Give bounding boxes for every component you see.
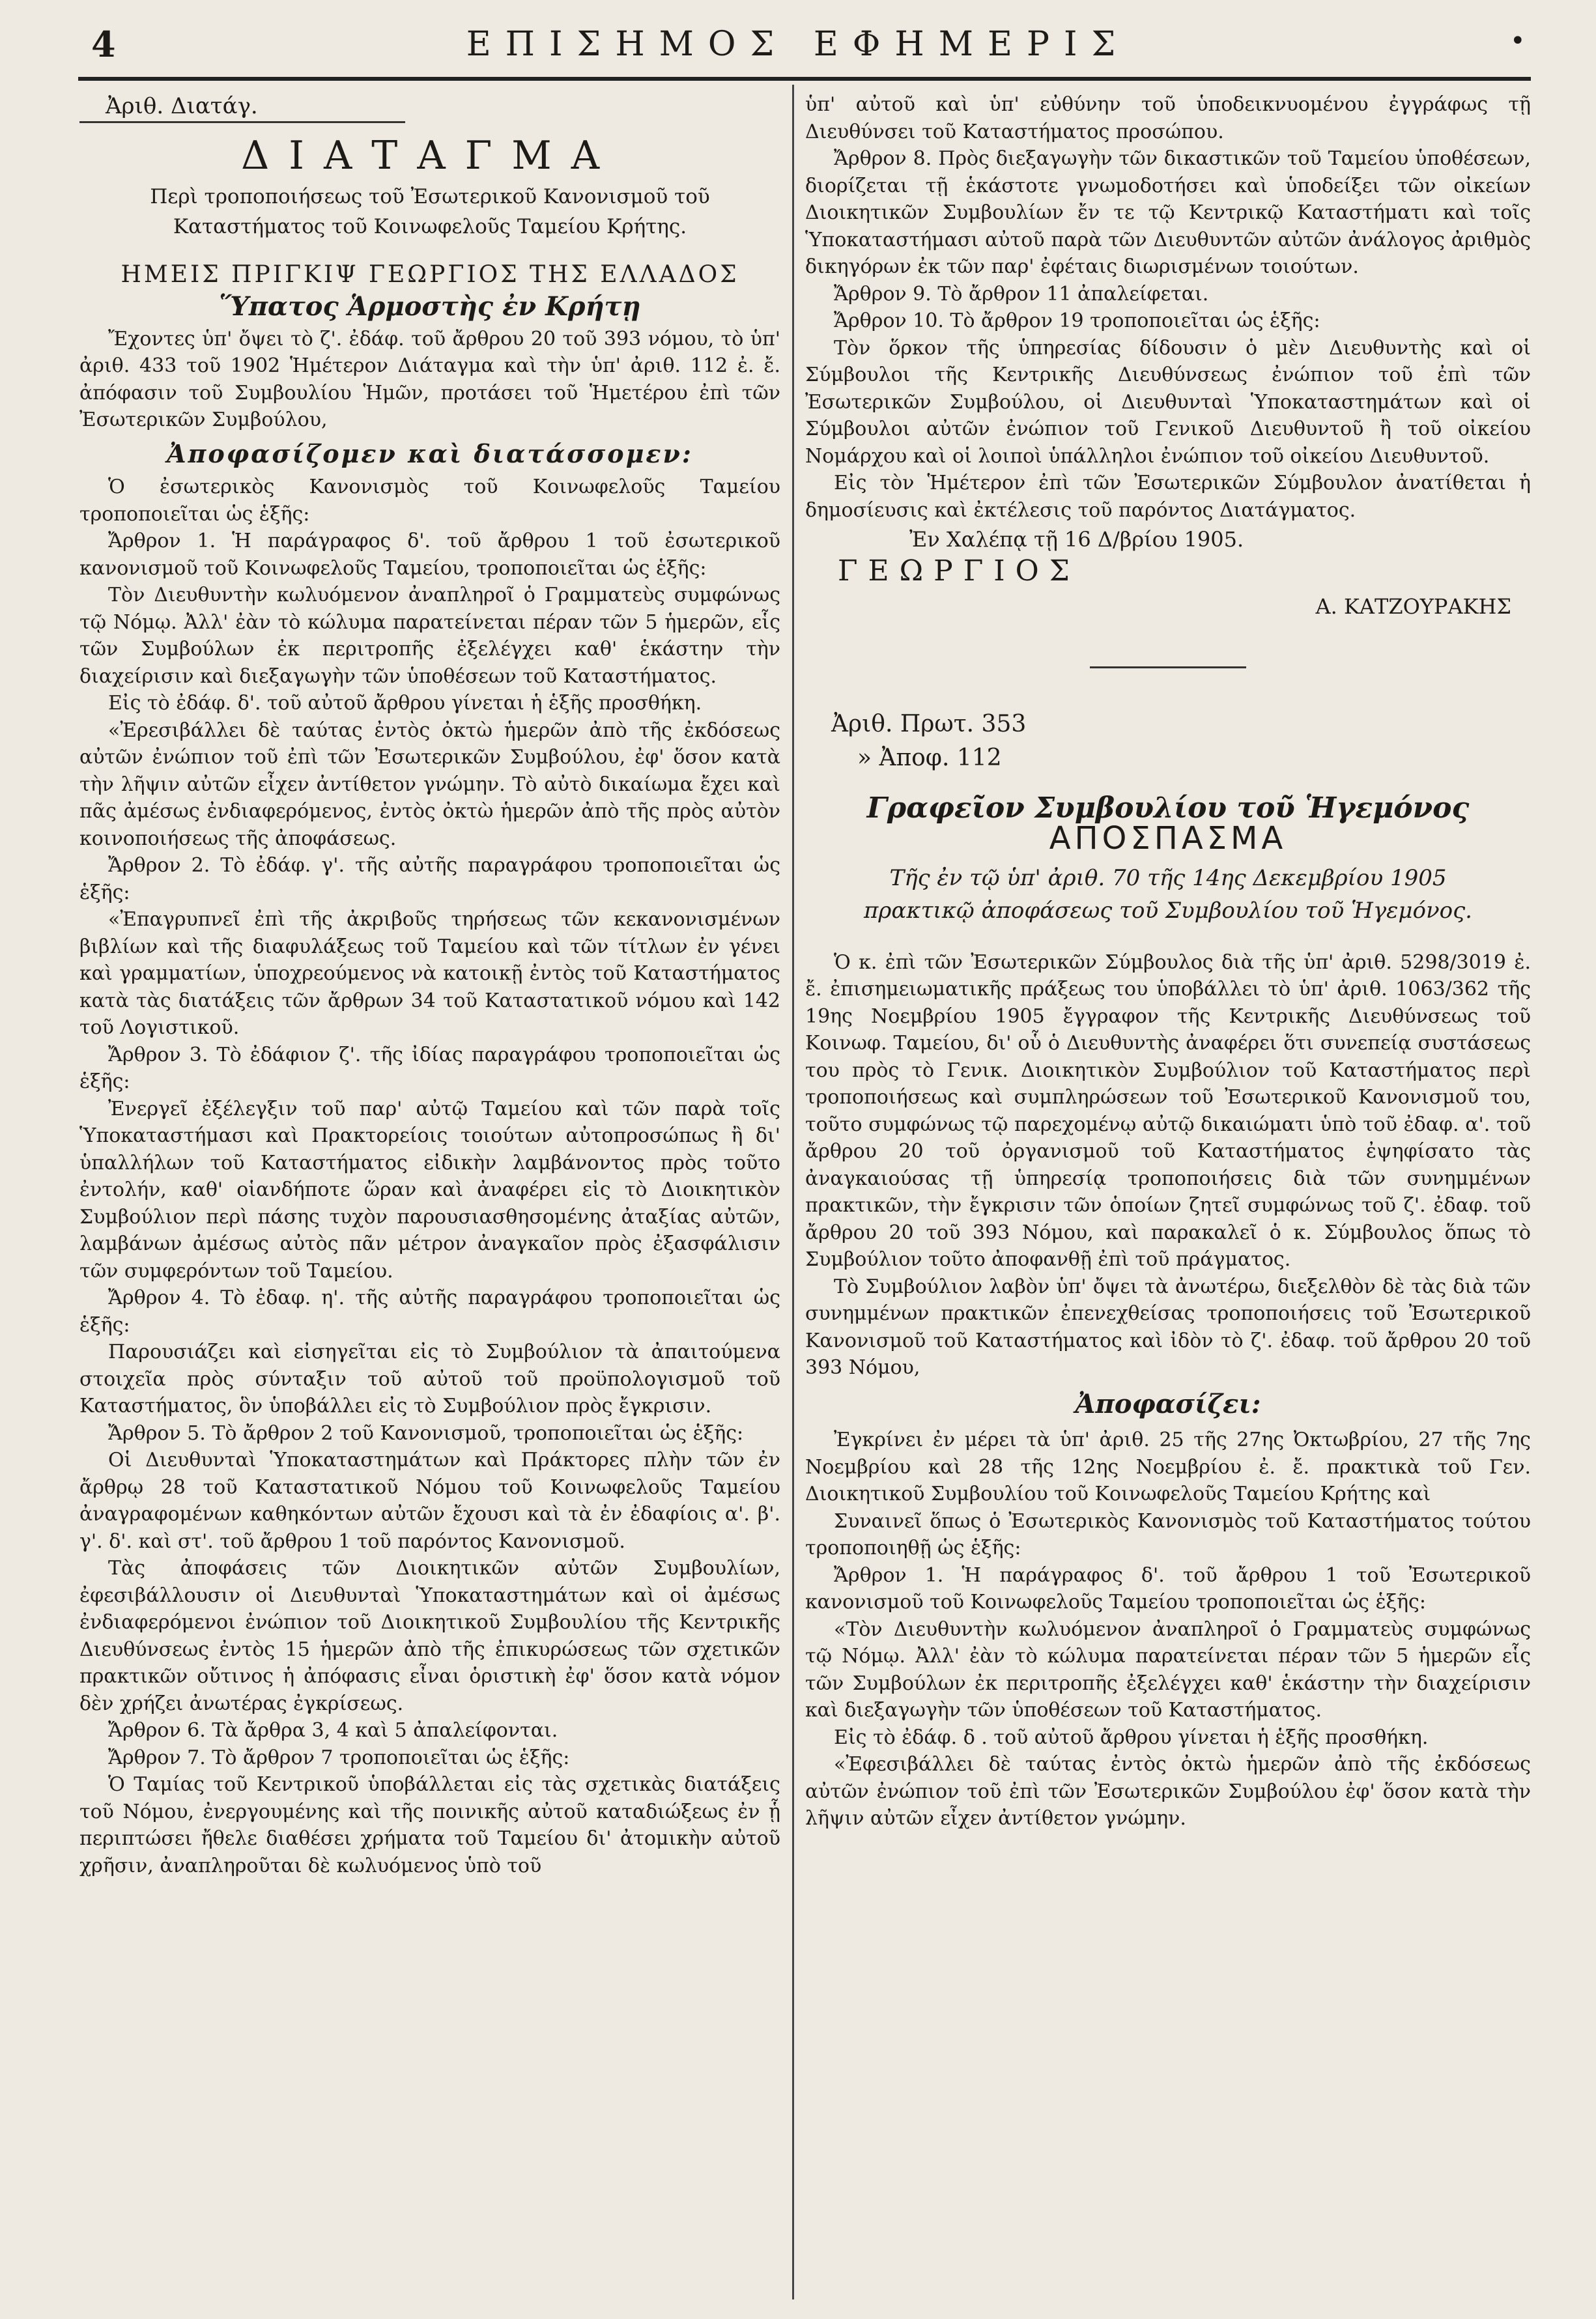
ruler-office: Ὕπατος Ἁρμοστὴς ἐν Κρήτῃ (219, 291, 641, 322)
masthead: ΕΠΙΣΗΜΟΣ ΕΦΗΜΕΡΙΣ (466, 25, 1130, 64)
left-column (79, 91, 780, 2299)
decree-subtitle: Περὶ τροποποιήσεως τοῦ Ἐσωτερικοῦ Κανονισμοῦ τοῦ Καταστήματος τοῦ Κοινωφελοῦς Ταμείου Κρήτης. (150, 184, 710, 238)
paragraph: Εἰς τὸ ἐδάφ. δ'. τοῦ αὐτοῦ ἄρθρου γίνεται ἡ ἑξῆς προσθήκη. (108, 692, 702, 715)
section-divider (1090, 666, 1246, 668)
paragraph: Ὁ ἐσωτερικὸς Κανονισμὸς τοῦ Κοινωφελοῦς Ταμείου τροποποιεῖται ὡς ἑξῆς: (79, 476, 780, 526)
excerpt-description: Τῆς ἐν τῷ ὑπ' ἀριθ. 70 τῆς 14ης Δεκεμβρίου 1905 πρακτικῷ ἀποφάσεως τοῦ Συμβουλίου τοῦ Ἡγεμόνος. (864, 864, 1472, 924)
paragraph: Συναινεῖ ὅπως ὁ Ἐσωτερικὸς Κανονισμὸς τοῦ Καταστήματος τούτου τροποποιηθῇ ὡς ἑξῆς: (805, 1509, 1531, 1559)
decree-number-label: Ἀριθ. Διατάγ. (79, 91, 405, 123)
ruler-title: ΗΜΕΙΣ ΠΡΙΓΚΙΨ ΓΕΩΡΓΙΟΣ ΤΗΣ ΕΛΛΑΔΟΣ (121, 261, 739, 288)
paragraph: Τὸν Διευθυντὴν κωλυόμενον ἀναπληροῖ ὁ Γραμματεὺς συμφώνως τῷ Νόμῳ. Ἀλλ' ἐὰν τὸ κώλυμα παρατείνεται πέραν τῶν 5 ἡμερῶν, εἷς τῶν Συμβούλων ἐκ περιτροπῆς ἐξελέγχει καθ' ἑκάστην τὴν διαχείρισιν καὶ διεξαγωγὴν τῶν ὑποθέσεων τοῦ Καταστήματος. (79, 584, 780, 688)
decree-decision-heading: Ἀποφασίζομεν καὶ διατάσσομεν: (167, 438, 693, 468)
paragraph: Τὸ Συμβούλιον λαβὸν ὑπ' ὄψει τὰ ἀνωτέρω, διεξελθὸν δὲ τὰς διὰ τῶν συνημμένων πρακτικῶν ἐπενεχθείσας τροποποιήσεις τοῦ Ἐσωτερικοῦ Κανονισμοῦ τοῦ Καταστήματος καὶ ἰδὸν τὸ ζ'. ἐδαφ. τοῦ ἄρθρου 20 τοῦ 393 Νόμου, (805, 1275, 1531, 1379)
paragraph: Ἄρθρον 6. Τὰ ἄρθρα 3, 4 καὶ 5 ἀπαλείφονται. (108, 1719, 558, 1742)
decree-title: ΔΙΑΤΑΓΜΑ (240, 133, 620, 178)
paragraph: Εἰς τὸ ἐδάφ. δ . τοῦ αὐτοῦ ἄρθρου γίνεται ἡ ἑξῆς προσθήκη. (834, 1726, 1429, 1749)
paragraph: Ἄρθρον 5. Τὸ ἄρθρον 2 τοῦ Κανονισμοῦ, τροποποιεῖται ὡς ἑξῆς: (108, 1421, 744, 1445)
council-decision-heading: Ἀποφασίζει: (1075, 1388, 1261, 1419)
masthead-mark: • (1510, 26, 1526, 56)
decree-date: Ἐν Χαλέπᾳ τῇ 16 Δ/βρίου 1905. (909, 527, 1244, 552)
paragraph: Ἐνεργεῖ ἐξέλεγξιν τοῦ παρ' αὐτῷ Ταμείου καὶ τῶν παρὰ τοῖς Ὑποκαταστήμασι καὶ Πρακτορείοις τοιούτων αὐτοπροσώπως ἢ δι' ὑπαλλήλων τοῦ Καταστήματος εἰδικὴν λαμβάνοντος πρὸς τοῦτο ἐντολήν, καθ' οἱανδήποτε ὥραν καὶ ἀναφέρει εἰς τὸ Διοικητικὸν Συμβούλιον περὶ πάσης τυχὸν παρουσιασθησομένης ἀταξίας αὐτῶν, λαμβάνων ἀμέσως αὐτὸς πᾶν μέτρον ἀναγκαῖον πρὸς ἐξασφάλισιν τῶν συμφερόντων τοῦ Ταμείου. (79, 1097, 780, 1283)
excerpt-title: ΑΠΟΣΠΑΣΜΑ (1049, 820, 1287, 857)
paragraph: Παρουσιάζει καὶ εἰσηγεῖται εἰς τὸ Συμβούλιον τὰ ἀπαιτούμενα στοιχεῖα πρὸς σύνταξιν τοῦ αὐτοῦ τοῦ προϋπολογισμοῦ τοῦ Καταστήματος, ὃν ὑποβάλλει εἰς τὸ Συμβούλιον πρὸς ἔγκρισιν. (79, 1341, 780, 1417)
paragraph: Τὰς ἀποφάσεις τῶν Διοικητικῶν αὐτῶν Συμβουλίων, ἐφεσιβάλλουσιν οἱ Διευθυνταὶ Ὑποκαταστημάτων καὶ οἱ ἀμέσως ἐνδιαφερόμενοι ἐνώπιον τοῦ Διοικητικοῦ Συμβουλίου τῆς Κεντρικῆς Διευθύνσεως ἐντὸς 15 ἡμερῶν ἀπὸ τῆς ἐπικυρώσεως τῶν σχετικῶν πρακτικῶν οὔτινος ἡ ἀπόφασις εἶναι ὁριστικὴ ἐφ' ὅσον κατὰ νόμον δὲν χρήζει ἀνωτέρας ἐγκρίσεως. (79, 1557, 780, 1715)
masthead-rule (78, 77, 1531, 81)
right-column (805, 91, 1531, 2299)
paragraph: Ἄρθρον 2. Τὸ ἐδάφ. γ'. τῆς αὐτῆς παραγράφου τροποποιεῖται ὡς ἑξῆς: (79, 854, 780, 904)
paragraph: Ἄρθρον 9. Τὸ ἄρθρον 11 ἀπαλείφεται. (834, 282, 1209, 306)
decree-preamble: Ἔχοντες ὑπ' ὄψει τὸ ζ'. ἐδάφ. τοῦ ἄρθρου 20 τοῦ 393 νόμου, τὸ ὑπ' ἀριθ. 433 τοῦ 1902 Ἡμέτερον Διάταγμα καὶ τὴν ὑπ' ἀριθ. 112 ἐ. ἔ. ἀπόφασιν τοῦ Συμβουλίου Ἡμῶν, προτάσει τοῦ Ἡμετέρου ἐπὶ τῶν Ἐσωτερικῶν Συμβούλου, (79, 327, 780, 431)
paragraph: Ἄρθρον 10. Τὸ ἄρθρον 19 τροποποιεῖται ὡς ἑξῆς: (834, 309, 1320, 332)
paragraph: Οἱ Διευθυνταὶ Ὑποκαταστημάτων καὶ Πράκτορες πλὴν τῶν ἐν ἄρθρῳ 28 τοῦ Καταστατικοῦ Νόμου τοῦ Κοινωφελοῦς Ταμείου ἀναγραφομένων καθηκόντων αὐτῶν ἔχουσι καὶ τὰ ἐν ἐδαφίοις α'. β'. γ'. δ'. καὶ στ'. τοῦ ἄρθρου 1 τοῦ παρόντος Κανονισμοῦ. (79, 1449, 780, 1553)
countersignature: Α. ΚΑΤΖΟΥΡΑΚΗΣ (1315, 594, 1511, 619)
paragraph: Ἄρθρον 8. Πρὸς διεξαγωγὴν τῶν δικαστικῶν τοῦ Ταμείου ὑποθέσεων, διορίζεται τῇ ἑκάστοτε γνωμοδοτήσει καὶ ὑποδείξει τῶν οἰκείων Διοικητικῶν Συμβουλίων ἔν τε τῷ Κεντρικῷ Καταστήματι καὶ τοῖς Ὑποκαταστήμασι αὐτοῦ παρὰ τῶν Διευθυντῶν αὐτῶν ἀνάλογος ἀριθμὸς δικηγόρων ἐκ τῶν παρ' ἐφέταις διωρισμένων τοιούτων. (805, 147, 1531, 278)
paragraph: Ἄρθρον 1. Ἡ παράγραφος δ'. τοῦ ἄρθρου 1 τοῦ ἐσωτερικοῦ κανονισμοῦ τοῦ Κοινωφελοῦς Ταμείου, τροποποιεῖται ὡς ἑξῆς: (79, 530, 780, 580)
signature: ΓΕΩΡΓΙΟΣ (838, 554, 1080, 588)
paragraph: ὑπ' αὐτοῦ καὶ ὑπ' εὐθύνην τοῦ ὑποδεικνυομένου ἐγγράφως τῇ Διευθύνσει τοῦ Καταστήματος προσώπου. (805, 93, 1531, 143)
paragraph: Ὁ Ταμίας τοῦ Κεντρικοῦ ὑποβάλλεται εἰς τὰς σχετικὰς διατάξεις τοῦ Νόμου, ἐνεργουμένης καὶ τῆς ποινικῆς αὐτοῦ καταδιώξεως ἐν ᾗ περιπτώσει ἤθελε διαθέσει χρήματα τοῦ Ταμείου δι' ἀτομικὴν αὐτοῦ χρῆσιν, ἀναπληροῦται δὲ κωλυόμενος ὑπὸ τοῦ (79, 1773, 780, 1877)
paragraph: Ἄρθρον 4. Τὸ ἐδαφ. η'. τῆς αὐτῆς παραγράφου τροποποιεῖται ὡς ἑξῆς: (79, 1287, 780, 1337)
paragraph: «Ἐφεσιβάλλει δὲ ταύτας ἐντὸς ὀκτὼ ἡμερῶν ἀπὸ τῆς ἐκδόσεως αὐτῶν ἐνώπιον τοῦ ἐπὶ τῶν Ἐσωτερικῶν Συμβούλου ἐφ' ὅσον κατὰ τὴν λῆψιν αὐτῶν εἶχεν ἀντίθετον γνώμην. (805, 1753, 1531, 1830)
page-number: 4 (91, 23, 116, 65)
paragraph: «Ἐπαγρυπνεῖ ἐπὶ τῆς ἀκριβοῦς τηρήσεως τῶν κεκανονισμένων βιβλίων καὶ τῆς διαφυλάξεως τοῦ Ταμείου καὶ τῶν τίτλων ἐν γένει καὶ γραμματίων, ὑποχρεούμενος νὰ κατοικῇ ἐντὸς τοῦ Καταστήματος κατὰ τὰς διατάξεις τῶν ἄρθρων 34 τοῦ Καταστατικοῦ νόμου καὶ 142 τοῦ Λογιστικοῦ. (79, 908, 780, 1039)
paragraph: Εἰς τὸν Ἡμέτερον ἐπὶ τῶν Ἐσωτερικῶν Σύμβουλον ἀνατίθεται ἡ δημοσίευσις καὶ ἐκτέλεσις τοῦ παρόντος Διατάγματος. (805, 472, 1531, 522)
paragraph: Ἄρθρον 7. Τὸ ἄρθρον 7 τροποποιεῖται ὡς ἑξῆς: (108, 1746, 570, 1769)
column-divider (792, 85, 794, 2299)
paragraph: Ἐγκρίνει ἐν μέρει τὰ ὑπ' ἀριθ. 25 τῆς 27ης Ὀκτωβρίου, 27 τῆς 7ης Νοεμβρίου καὶ 28 τῆς 12ης Νοεμβρίου ἐ. ἔ. πρακτικὰ τοῦ Γεν. Διοικητικοῦ Συμβουλίου τοῦ Κοινωφελοῦς Ταμείου Κρήτης καὶ (805, 1429, 1531, 1505)
paragraph: Ὁ κ. ἐπὶ τῶν Ἐσωτερικῶν Σύμβουλος διὰ τῆς ὑπ' ἀριθ. 5298/3019 ἐ. ἔ. ἐπισημειωματικῆς πράξεως του ὑποβάλλει τὸ ὑπ' ἀριθ. 1063/362 τῆς 19ης Νοεμβρίου 1905 ἔγγραφον τῆς Κεντρικῆς Διευθύνσεως τοῦ Κοινωφ. Ταμείου, δι' οὗ ὁ Διευθυντὴς ἀναφέρει ὅτι συνεπείᾳ συστάσεως του πρὸς τὸ Γενικ. Διοικητικὸν Συμβούλιον τοῦ Καταστήματος περὶ τροποποιήσεως καὶ συμπληρώσεων τοῦ Ἐσωτερικοῦ Κανονισμοῦ του, τοῦτο συμφώνως τῷ παρεχομένῳ αὐτῷ δικαιώματι ὑπὸ τοῦ ἐδαφ. α'. τοῦ ἄρθρου 20 τοῦ ὀργανισμοῦ τοῦ Καταστήματος ἐψηφίσατο τὰς ἀναγκαιούσας τῇ ὑπηρεσίᾳ τροποποιήσεις διὰ τῶν συνημμένων πρακτικῶν, τὴν ἔγκρισιν τῶν ὁποίων ζητεῖ συμφώνως τοῦ ζ'. ἐδαφ. τοῦ ἄρθρου 20 τοῦ 393 Νόμου, καὶ παρακαλεῖ ὁ κ. Σύμβουλος ὅπως τὸ Συμβούλιον τοῦτο ἀποφανθῇ ἐπὶ τοῦ πράγματος. (805, 950, 1531, 1271)
paragraph: «Ἐρεσιβάλλει δὲ ταύτας ἐντὸς ὀκτὼ ἡμερῶν ἀπὸ τῆς ἐκδόσεως αὐτῶν ἐνώπιον τοῦ ἐπὶ τῶν Ἐσωτερικῶν Συμβούλου, ἐφ' ὅσον κατὰ τὴν λῆψιν αὐτῶν εἶχεν ἀντίθετον γνώμην. Τὸ αὐτὸ δικαίωμα ἔχει καὶ πᾶς ἀμέσως ἐνδιαφερόμενος, ἐντὸς ὀκτὼ ἡμερῶν ἀπὸ τῆς πρὸς αὐτὸν κοινοποιήσεως τῆς ἀποφάσεως. (79, 718, 780, 850)
paragraph: «Τὸν Διευθυντὴν κωλυόμενον ἀναπληροῖ ὁ Γραμματεὺς συμφώνως τῷ Νόμῳ. Ἀλλ' ἐὰν τὸ κώλυμα παρατείνεται πέραν τῶν 5 ἡμερῶν εἷς τῶν Συμβούλων ἐκ περιτροπῆς ἐξελέγχει καθ' ἑκάστην τὴν διαχείρισιν καὶ διεξαγωγὴν τῶν ὑποθέσεων τοῦ Καταστήματος. (805, 1617, 1531, 1722)
council-office-title: Γραφεῖον Συμβουλίου τοῦ Ἡγεμόνος (866, 791, 1470, 825)
paragraph: Τὸν ὅρκον τῆς ὑπηρεσίας δίδουσιν ὁ μὲν Διευθυντὴς καὶ οἱ Σύμβουλοι τῆς Κεντρικῆς Διευθύνσεως ἐνώπιον τοῦ ἐπὶ τῶν Ἐσωτερικῶν Συμβούλου, οἱ Διευθυνταὶ Ὑποκαταστημάτων καὶ οἱ Σύμβουλοι αὐτῶν ἐνώπιον τοῦ Γενικοῦ Διευθυντοῦ ἢ τοῦ οἰκείου Νομάρχου καὶ οἱ λοιποὶ ὑπάλληλοι ἐνώπιον τοῦ οἰκείου Διευθυντοῦ. (805, 336, 1531, 468)
decision-number: » Ἀποφ. 112 (857, 744, 1002, 771)
paragraph: Ἄρθρον 1. Ἡ παράγραφος δ'. τοῦ ἄρθρου 1 τοῦ Ἐσωτερικοῦ κανονισμοῦ τοῦ Κοινωφελοῦς Ταμείου τροποποιεῖται ὡς ἑξῆς: (805, 1563, 1531, 1614)
protocol-number: Ἀριθ. Πρωτ. 353 (831, 710, 1027, 737)
paragraph: Ἄρθρον 3. Τὸ ἐδάφιον ζ'. τῆς ἰδίας παραγράφου τροποποιεῖται ὡς ἑξῆς: (79, 1043, 780, 1093)
